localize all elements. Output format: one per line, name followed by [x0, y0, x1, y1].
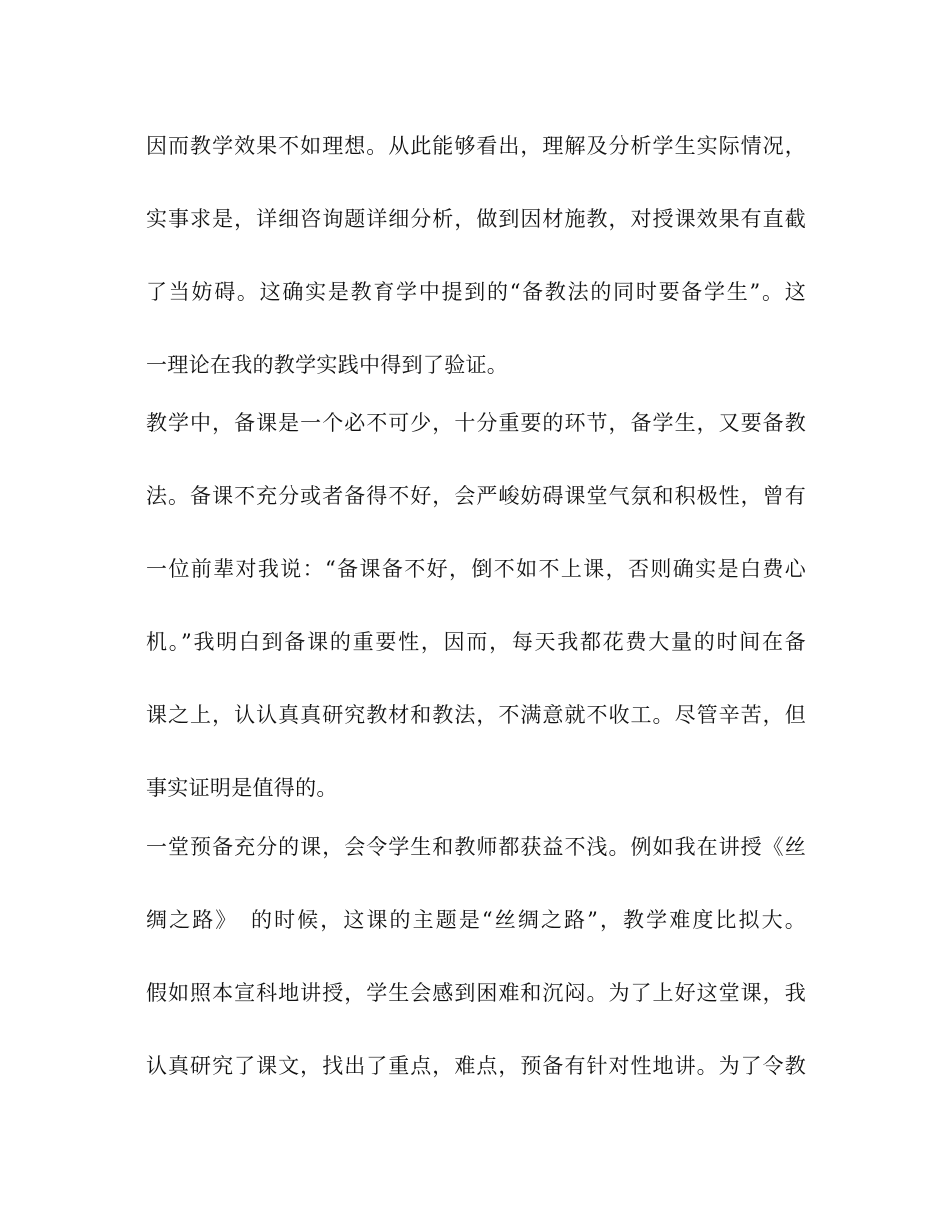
- text-line: 一位前辈对我说：“备课备不好，倒不如不上课，否则确实是白费心: [146, 557, 806, 581]
- text-line: 事实证明是值得的。: [146, 776, 338, 800]
- text-line: 因而教学效果不如理想。从此能够看出，理解及分析学生实际情况，: [146, 134, 806, 158]
- text-line: 假如照本宣科地讲授，学生会感到困难和沉闷。为了上好这堂课，我: [146, 981, 806, 1005]
- text-line: 了当妨碍。这确实是教育学中提到的“备教法的同时要备学生”。这: [146, 280, 806, 304]
- text-line: 一堂预备充分的课，会令学生和教师都获益不浅。例如我在讲授《丝: [146, 835, 806, 859]
- text-line: 实事求是，详细咨询题详细分析，做到因材施教，对授课效果有直截: [146, 207, 806, 231]
- text-line: 绸之路》 的时候，这课的主题是“丝绸之路”，教学难度比拟大。: [146, 908, 806, 932]
- text-line: 认真研究了课文，找出了重点，难点，预备有针对性地讲。为了令教: [146, 1054, 806, 1078]
- text-line: 机。”我明白到备课的重要性，因而，每天我都花费大量的时间在备: [146, 630, 806, 654]
- text-line: 法。备课不充分或者备得不好，会严峻妨碍课堂气氛和积极性，曾有: [146, 484, 806, 508]
- text-line: 课之上，认认真真研究教材和教法，不满意就不收工。尽管辛苦，但: [146, 703, 806, 727]
- text-line: 一理论在我的教学实践中得到了验证。: [146, 353, 509, 377]
- text-line: 教学中，备课是一个必不可少，十分重要的环节，备学生，又要备教: [146, 411, 806, 435]
